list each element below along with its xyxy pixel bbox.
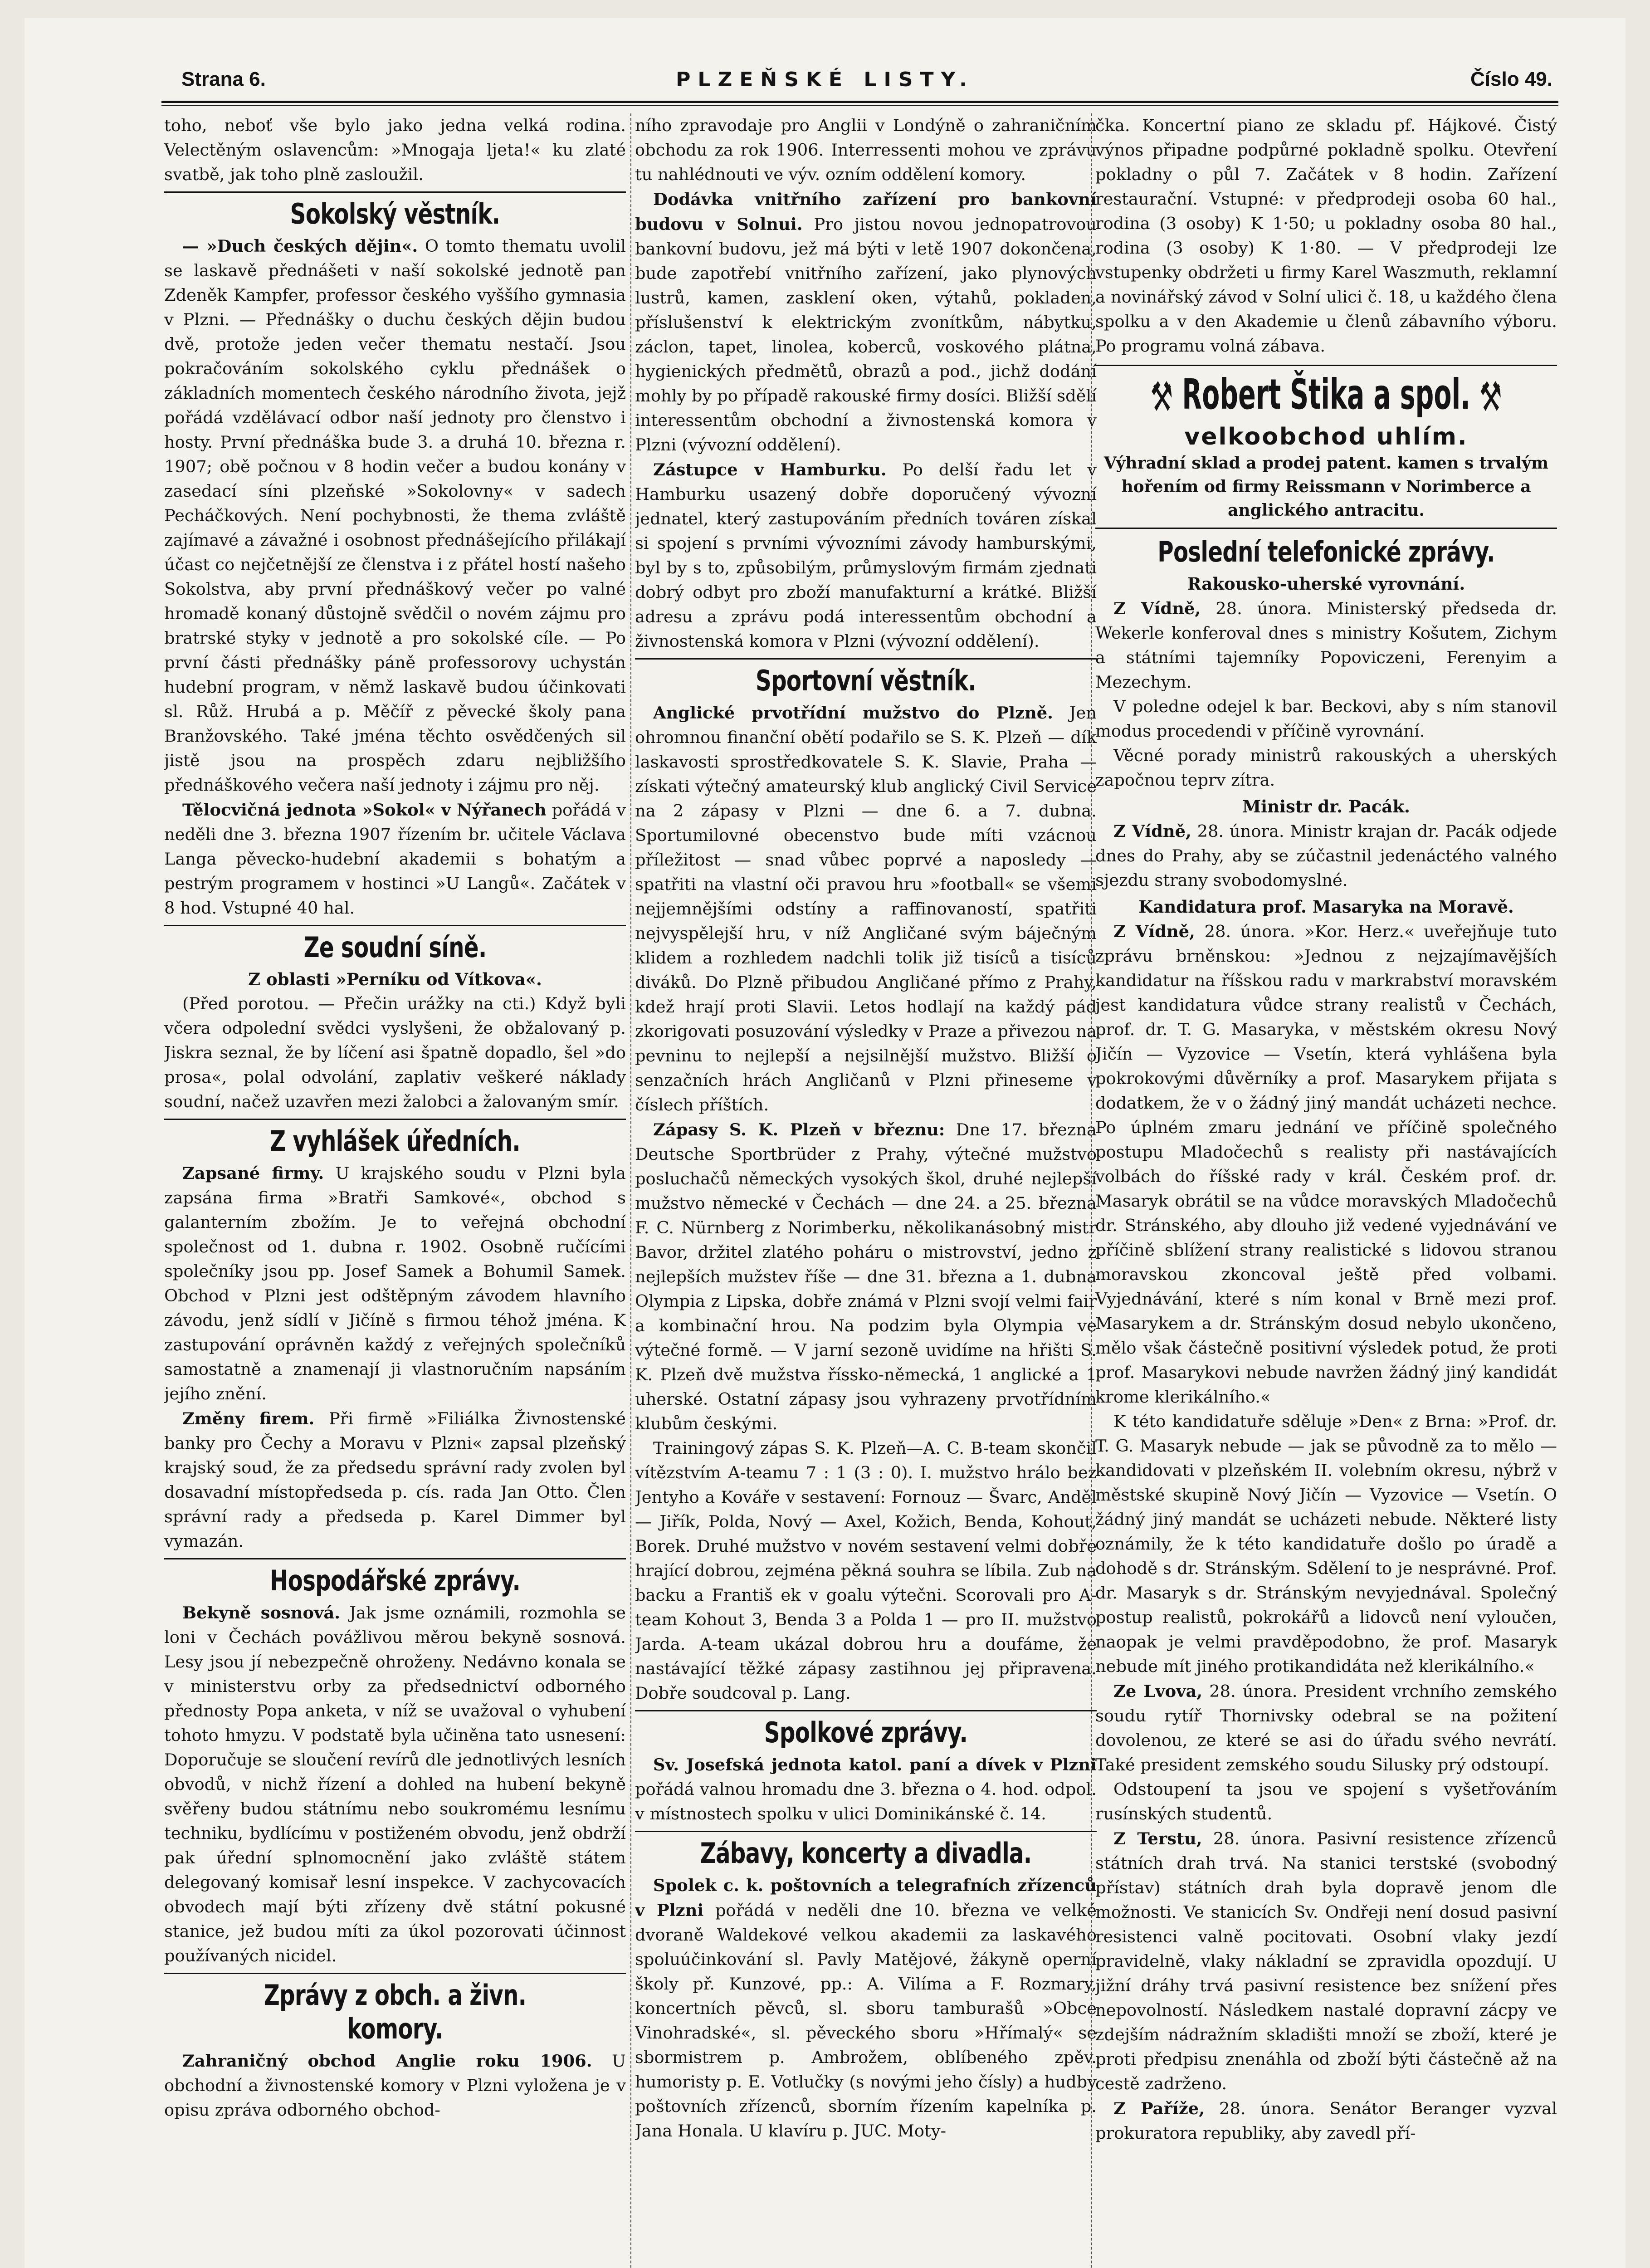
- dateline: Z Terstu,: [1113, 1828, 1202, 1848]
- article-paragraph: [164, 1406, 626, 1554]
- article-text: Po delší řadu let v Hamburku usazený dobře doporučený vývozní jednatel, který zastupováním předních továren získal si spojení s prvními vývozními závody hamburskými, byl by s to, způsobilým, průmyslovým firmám zjednati dobrý odbyt pro zboží manufakturní a krátké. Bližší adresu a zprávu podá interessentům obchodní a živnostenská komora v Plzni (vývozní oddělení).: [635, 460, 1097, 651]
- article-text: pořádá v neděli dne 10. března ve velké dvoraně Waldekové velkou akademii za laskavého spoluúčinkování sl. Pavly Matějové, žákyně operní školy př. Kunzové, pp.: A. Vilíma a F. Rozmary, koncertních pěvců, sl. sboru tamburašů »Obce Vinohradské«, sl. pěveckého sboru »Hřímalý« se sbormistrem p. Ambrožem, oblíbeného zpěv. humoristy p. E. Votlučky (s novými jeho čísly) a hudby poštovních zřízenců, sborním řízením kapelníka p. Jana Honala. U klavíru p. JUC. Moty-: [635, 1901, 1097, 2141]
- article-text: 28. února. Pasivní resistence zřízenců státních drah trvá. Na stanici terstské (svobodný přístav) státních drah byla dopravě jenom dle možnosti. Ve stanicích Sv. Ondřeji není dosud pasivní resistenci valně pocitovati. Osobní vlaky jezdí pravidelně, vlaky nákladní se zpravidla opozdují. U jižní dráhy trvá pasivní resistence bez snížení přes nepovolností. Následkem nastalé dopravní zácpy ve zdejším nádražním skladišti množí se zboží, které je proti předpisu znenáhla od zboží býti částečně až na cestě zadrženo.: [1095, 1828, 1557, 2093]
- section-heading-sport: Sportovní věstník.: [756, 664, 976, 697]
- article-lead: Zápasy S. K. Plzeň v březnu:: [653, 1119, 945, 1139]
- section-heading-sokol: Sokolský věstník.: [290, 197, 500, 230]
- article-paragraph: [635, 457, 1097, 654]
- article-paragraph: [635, 1117, 1097, 1436]
- article-lead: Změny firem.: [182, 1408, 315, 1428]
- article-paragraph: [1095, 2096, 1557, 2146]
- article-lead: Zástupce v Hamburku.: [653, 459, 887, 479]
- article-paragraph: [164, 1161, 626, 1406]
- article-text: toho, neboť vše bylo jako jedna velká rodina. Velectěným oslavencům: »Mnogaja ljeta!« ku zlaté svatbě, jak toho plně zasloužil.: [164, 116, 626, 184]
- article-text: Pro jistou novou jednopatrovou bankovní budovu, jež má býti v letě 1907 dokončena, bude zapotřebí vnitřního zařízení, jako plynových lustrů, kamen, zasklení oken, výtahů, pokladen, příslušenství k elektrickým zvonítkům, nábytku, záclon, tapet, linolea, koberců, voskového plátna, hygienických předmětů, obrazů a pod., jichž dodání mohly by po případě rakouské firmy dosíci. Bližší sdělí interessentům obchodní a živnostenská komora v Plzni (vývozní oddělení).: [635, 215, 1097, 455]
- article-text: 28. února. Ministr krajan dr. Pacák odjede dnes do Prahy, aby se zúčastnil jedenáctého valného sjezdu strany svobodomyslné.: [1095, 821, 1557, 890]
- dateline: Z Vídně,: [1113, 821, 1191, 841]
- section-rule: [164, 1973, 626, 1974]
- hammer-pick-icon: ⚒: [1479, 373, 1502, 421]
- article-text: 28. února. Ministerský předseda dr. Wekerle konferoval dnes s ministry Košutem, Zichym a státními tajemníky Popoviczeni, Ferenyim a Mezechym.: [1095, 598, 1557, 692]
- section-rule: [164, 1119, 626, 1120]
- article-paragraph: [635, 1752, 1097, 1826]
- ad-title: [1127, 370, 1525, 422]
- section-heading-telefonicke: Poslední telefonické zprávy.: [1157, 535, 1495, 568]
- article-paragraph: [635, 1873, 1097, 2143]
- article-subheading: Rakousko-uherské vyrovnání.: [1187, 573, 1465, 594]
- section-rule: [635, 1710, 1097, 1711]
- article-text: pořádá v neděli dne 3. března 1907 řízením br. učitele Václava Langa pěvecko-hudební akademii s bohatým a pestrým programem v hostinci »U Langů«. Začátek v 8 hod. Vstupné 40 hal.: [164, 800, 626, 918]
- article-paragraph: [1095, 596, 1557, 694]
- section-heading-obchod: Zprávy z obch. a živn. komory.: [264, 1979, 527, 2045]
- article-lead: Anglické prvotřídní mužstvo do Plzně.: [653, 703, 1053, 723]
- article-lead: Zapsané firmy.: [182, 1163, 324, 1183]
- page-number: Strana 6.: [181, 68, 266, 90]
- article-lead: Bekyně sosnová.: [182, 1603, 341, 1623]
- header-rule: [161, 101, 1558, 106]
- ad-subtitle: velkoobchod uhlím.: [1184, 423, 1468, 450]
- article-text: 28. února. President vrchního zemského soudu rytíř Thornivsky odebral se na požitení dovolenou, ze které se asi do úřadu svého nevrátí. Také president zemského soudu Silusky prý odstoupí.: [1095, 1681, 1557, 1774]
- section-heading-hospodarske: Hospodářské zprávy.: [269, 1564, 521, 1597]
- article-text: Dne 17. března Deutsche Sportbrüder z Prahy, výtečné mužstvo posluchačů německých vysokých škol, druhé nejlepší mužstvo německé v Čechách — dne 24. a 25. března F. C. Nürnberg z Norimberku, několikanásobný mistr Bavor, držitel zlatého poháru o mistrovství, jedno z nejlepších mužstev říše — dne 31. března a 1. dubna Olympia z Lipska, dobře známá v Plzni svojí velmi fair a kombinační hrou. Na podzim byla Olympia ve výtečné formě. — V jarní sezoně uvidíme na hřišti S. K. Plzeň dvě mužstva říssko-německá, 1 anglické a 1 uherské. Ostatní zápasy jsou vyhrazeny prvotřídním klubům českými.: [635, 1120, 1097, 1433]
- section-heading-vyhlasky: Z vyhlášek úředních.: [270, 1124, 520, 1158]
- column-right: [1095, 113, 1557, 2268]
- article-paragraph: [164, 1600, 626, 1968]
- article-lead: Spolek c. k. poštovních a telegrafních zřízenců v Plzni: [635, 1875, 1097, 1920]
- article-paragraph: [635, 700, 1097, 1117]
- article-text: U obchodní a živnostenské komory v Plzni vyložena je v opisu zpráva odborného obchod-: [164, 2051, 626, 2120]
- article-lead: Tělocvičná jednota »Sokol« v Nýřanech: [182, 800, 547, 820]
- dateline: Z Vídně,: [1113, 598, 1201, 618]
- dateline: Z Paříže,: [1113, 2098, 1205, 2118]
- ad-text: Výhradní sklad a prodej patent. kamen s trvalým hořením od firmy Reissmann v Norimberce a anglického antracitu.: [1103, 453, 1549, 520]
- section-rule: [635, 1831, 1097, 1832]
- section-heading-zabavy: Zábavy, koncerty a divadla.: [700, 1837, 1032, 1870]
- article-text: Při firmě »Filiálka Živnostenské banky pro Čechy a Moravu v Plzni« zapsal plzeňský krajský soud, že za předsedu správní rady zvolen byl dosavadní místopředseda p. cís. rada Jan Otto. Člen správní rady a předseda p. Karel Dimmer byl vymazán.: [164, 1409, 626, 1551]
- dateline: Ze Lvova,: [1113, 1681, 1203, 1701]
- article-text: 28. února. Senátor Beranger vyzval prokuratora republiky, aby zavedl pří-: [1095, 2098, 1557, 2143]
- article-text: čka. Koncertní piano ze skladu pf. Hájkové. Čistý výnos připadne podpůrné pokladně spolku. Otevření pokladny o půl 7. Začátek v 8 hodin. Zařízení restaurační. Vstupné: v předprodeji osoba 60 hal., rodina (3 osoby) K 1·50; u pokladny osoba 80 hal., rodina (3 osoby) K 1·80. — V předprodeji lze vstupenky obdržeti u firmy Karel Waszmuth, reklamní a novinářský závod v Solní ulici č. 18, u každého člena spolku a v den Akademie u členů zábavního výboru. Po programu volná zábava.: [1095, 116, 1557, 356]
- article-text: (Před porotou. — Přečin urážky na cti.) Když byli včera odpolední svědci vyslyšeni, že obžalovaný p. Jiskra seznal, že by líčení asi špatně dopadlo, šel »do prosa«, polal odvolání, zaplativ veškeré náklady soudní, načež uzavřen mezi žalobci a žalovaným smír.: [164, 994, 626, 1111]
- article-text: Jak jsme oznámili, rozmohla se loni v Čechách povážlivou měrou bekyně sosnová. Lesy jsou jí nebezpečně ohroženy. Nedávno konala se v ministerstvu orby za předsednictví odborného přednosty Popa anketa, v níž se uvažoval o vyhubení tohoto hmyzu. V podstatě byla učiněna tato usnesení: Doporučuje se sloučení revírů dle jednotlivých lesních obvodů, v nichž řízení a dohled na hubení bekyně svěřeny budou státnímu nebo soukromému lesnímu techniku, bydlícímu v postiženém obvodu, jenž obdrží pak úřední splnomocnění jako zvláště státem delegovaný komisař lesní inspekce. V zachycovacích obvodech mají býti zřízeny dvě státní pokusné stanice, jež budou míti za úkol pozorovati účinnost používaných nicidel.: [164, 1603, 626, 1965]
- article-paragraph: [1095, 1679, 1557, 1777]
- article-text: ního zpravodaje pro Anglii v Londýně o zahraničním obchodu za rok 1906. Interressenti mohou ve zprávu tu nahlédnouti ve výv. ozním oddělení komory.: [635, 116, 1097, 184]
- issue-number: Číslo 49.: [1470, 68, 1552, 90]
- article-lead: Sv. Josefská jednota katol. paní a dívek v Plzni: [653, 1755, 1097, 1774]
- article-subheading: Kandidatura prof. Masaryka na Moravě.: [1138, 896, 1514, 917]
- section-rule: [635, 658, 1097, 660]
- article-text: K této kandidatuře sděluje »Den« z Brna: »Prof. dr. T. G. Masaryk nebude — jak se původně za to mělo — kandidovati v plzeňském II. volebním okresu, nýbrž v městské skupině Nový Jičín — Vyzovice — Vsetín. O žádný jiný mandát se ucházeti nebude. Některé listy oznámily, že k této kandidatuře došlo po úradě a dohodě s dr. Stránským. Sdělení to je nesprávné. Prof. dr. Masaryk s dr. Stránským nevyjednával. Společný postup realistů, pokrokářů a lidovců není vyloučen, naopak je velmi pravděpodobno, že prof. Masaryk nebude mít jiného protikandidáta než klerikálního.«: [1095, 1411, 1557, 1676]
- article-text: U krajského soudu v Plzni byla zapsána firma »Bratři Samkové«, obchod s galanterním zbožím. Je to veřejná obchodní společnost od 1. dubna r. 1902. Osobně ručícími společníky jsou pp. Josef Samek a Bohumil Samek. Obchod v Plzni jest odštěpným závodem hlavního závodu, jenž sídlí v Jičíně s firmou téhož jména. K zastupování oprávněn každý z veřejných společníků samostatně a znamenají ji vlastnoručním napsáním jejího znění.: [164, 1163, 626, 1403]
- ad-company-name: Robert Štika a spol.: [1182, 370, 1470, 419]
- article-paragraph: [1095, 819, 1557, 893]
- masthead-title: PLZEŇSKÉ LISTY.: [676, 68, 974, 91]
- section-rule: [164, 925, 626, 926]
- article-text: V poledne odejel k bar. Beckovi, aby s ním stanovil modus procedendi v příčině vyrovnání.: [1095, 696, 1557, 741]
- article-subheading: Ministr dr. Pacák.: [1242, 796, 1410, 816]
- article-text: Jen ohromnou finanční obětí podařilo se S. K. Plzeň — dík laskavosti sprostředkovatele S. K. Slavie, Praha — získati výtečný amateurský klub anglický Civil Service na 2 zápasy v Plzni — dne 6. a 7. dubna. Sportumilovné obecenstvo bude míti vzácnou příležitost — snad vůbec poprvé a naposledy — spatřiti na vlastní oči pravou hru »football« se všemi nejjemnějšími odstíny a raffinovaností, spatřiti nejvyspělejší hru, v níž Angličané svým báječným klidem a rozhledem nadchli tolik již tisíců a tisíců diváků. Do Plzně přibudou Angličané přímo z Prahy, kdež hrají proti Slavii. Letos hodlají na každý pád zkorigovati posuzování výsledky v Praze a přivezou na pevninu to nejlepší a nejsilnější mužstvo. Bližší o senzačních hrách Angličanů v Plzni přineseme v číslech příštích.: [635, 703, 1097, 1114]
- advertisement: [1095, 365, 1557, 529]
- article-paragraph: [164, 2048, 626, 2122]
- article-paragraph: [635, 187, 1097, 457]
- article-paragraph: [1095, 1826, 1557, 2096]
- hammer-pick-icon: ⚒: [1150, 373, 1173, 421]
- article-subheading: Z oblasti »Perníku od Vítkova«.: [248, 969, 542, 989]
- article-text: pořádá valnou hromadu dne 3. března o 4. hod. odpol. v místnostech spolku v ulici Dominikánské č. 14.: [635, 1779, 1097, 1823]
- article-text: Trainingový zápas S. K. Plzeň—A. C. B-team skončil vítězstvím A-teamu 7 : 1 (3 : 0). I. mužstvo hrálo bez Jentyho a Kováře v sestavení: Fornouz — Švarc, Anděl — Jiřík, Polda, Nový — Axel, Kožich, Benda, Kohout, Borek. Druhé mužstvo v novém sestavení velmi dobře hrající dobrou, zejména pěkná souhra se líbila. Zub na backu a Františ ek v goalu výtečni. Scorovali pro A-team Kohout 3, Benda 3 a Polda 1 — pro II. mužstvo Jarda. A-team ukázal dobrou hru a doufáme, že nastávající těžké zápasy zastihnou jej připravena. Dobře soudcoval p. Lang.: [635, 1438, 1097, 1703]
- article-paragraph: [1095, 919, 1557, 1409]
- section-rule: [164, 1558, 626, 1559]
- article-lead: — »Duch českých dějin«.: [182, 236, 418, 256]
- article-lead: Dodávka vnitřního zařízení pro bankovní budovu v Solnui.: [635, 189, 1097, 234]
- article-text: Odstoupení ta jsou ve spojení s vyšetřováním rusínských studentů.: [1095, 1779, 1557, 1823]
- article-paragraph: [164, 797, 626, 920]
- column-divider: [630, 113, 631, 2268]
- article-text: Věcné porady ministrů rakouských a uherských započnou teprv zítra.: [1095, 745, 1557, 790]
- article-lead: Zahraničný obchod Anglie roku 1906.: [182, 2051, 592, 2071]
- section-rule: [164, 191, 626, 193]
- article-text: O tomto thematu uvolil se laskavě přednášeti v naší sokolské jednotě pan Zdeněk Kampfer, professor českého vyššího gymnasia v Plzni. — Přednášky o duchu českých dějin budou dvě, protože jeden večer thematu nestačí. Jsou pokračováním sokolského cyklu přednášek o základních momentech českého národního života, jejž pořádá vzdělávací odbor naší jednoty pro členstvo i hosty. První přednáška bude 3. a druhá 10. března r. 1907; obě počnou v 8 hodin večer a budou konány v zasedací síni plzeňské »Sokolovny« v sadech Pecháčkových. Není pochybnosti, že thema zvláště zajímavé a závažné i osobnost přednášejícího přilákají účast co nejčetnější ze členstva i z přátel hostí našeho Sokolstva, aby první přednáškový večer po valné hromadě konaný důstojně svědčil o novém zájmu pro bratrské styky v jednotě a pro sokolské cíle. — Po první části přednášky páně professorovy uchystán hudební program, v němž laskavě budou účinkovati sl. Růž. Hrubá a p. Měčíř z pěvecké školy pana Branžovského. Také jména těchto osvědčených sil jistě jsou na prospěch zdaru nejbližšího přednáškového večera naší jednoty i zájmu pro něj.: [164, 236, 626, 795]
- section-heading-soud: Ze soudní síně.: [303, 931, 487, 964]
- section-heading-spolkove: Spolkové zprávy.: [764, 1716, 968, 1749]
- column-left: [164, 113, 626, 2268]
- article-paragraph: [164, 234, 626, 797]
- column-middle: [635, 113, 1097, 2268]
- dateline: Z Vídně,: [1113, 921, 1195, 941]
- article-text: 28. února. »Kor. Herz.« uveřejňuje tuto zprávu brněnskou: »Jednou z nejzajímavějších kandidatur na říšskou radu v markrabství moravském jest kandidatura vůdce strany realistů v Čechách, prof. dr. T. G. Masaryka, v městském okresu Nový Jičín — Vyzovice — Vsetín, která vyhlášena byla pokrokovými důvěrníky a prof. Masarykem přijata s dodatkem, že v o žádný jiný mandát ucházeti nechce. Po úplném zmaru jednání ve příčině společného postupu Mladočechů s realisty při nastávajících volbách do říšské rady v král. Českém prof. dr. Masaryk obrátil se na vůdce moravských Mladočechů dr. Stránského, aby dlouho již vedené vyjednávání ve příčině sblížení strany realistické s lidovou stranou moravskou zkoncoval ještě před volbami. Vyjednávání, které s ním konal v Brně mezi prof. Masarykem a dr. Stránským dosud nebylo ukončeno, mělo však částečně positivní výsledek potud, že proti prof. Masarykovi nebude navržen žádný jiný kandidát krome klerikálního.«: [1095, 921, 1557, 1407]
